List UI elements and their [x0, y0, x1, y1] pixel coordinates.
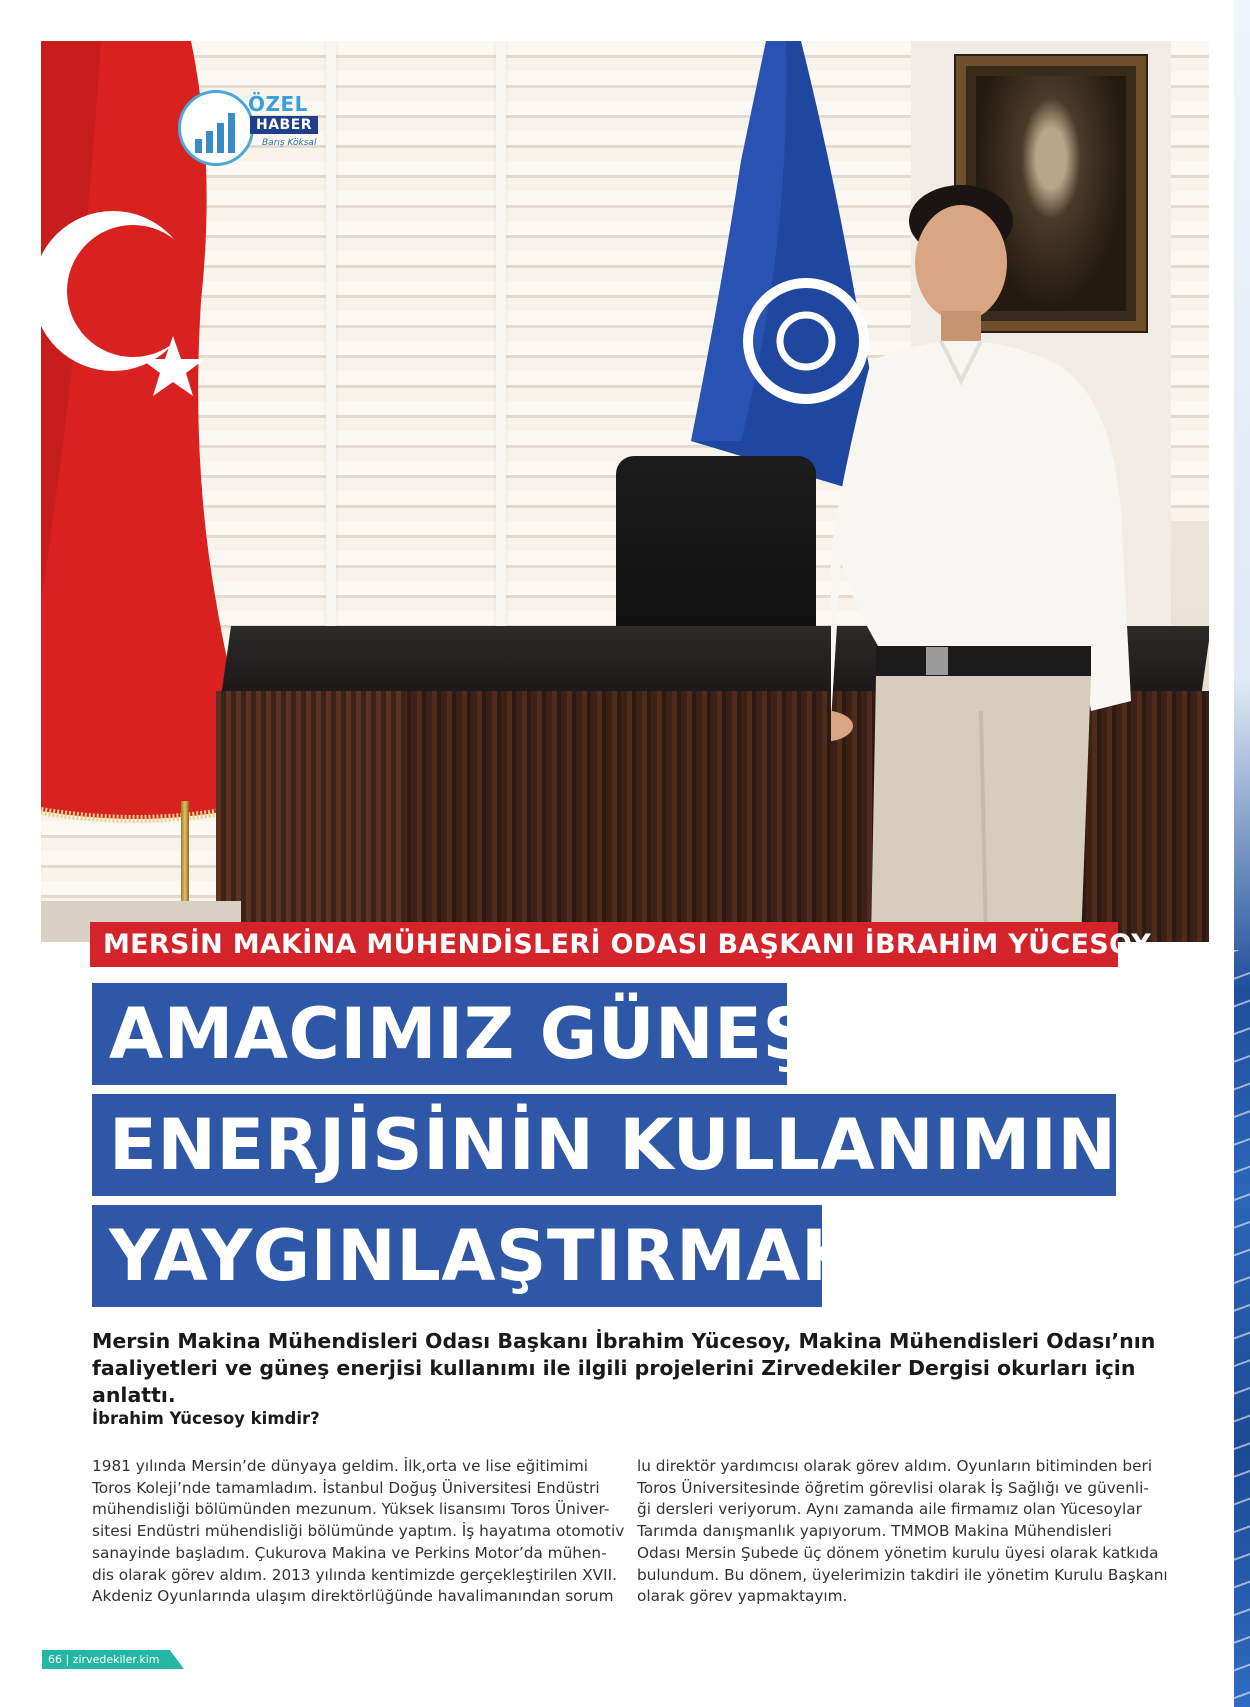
headline-line-3: YAYGINLAŞTIRMAK	[92, 1205, 822, 1307]
body-line: Akdeniz Oyunlarında ulaşım direktörlüğünde havalimanından sorum	[92, 1587, 614, 1606]
badge-word-haber: HABER	[250, 116, 318, 134]
page-footer	[42, 1650, 160, 1669]
headline-line-1: AMACIMIZ GÜNEŞ	[92, 983, 787, 1085]
interview-question: İbrahim Yücesoy kimdir?	[92, 1409, 320, 1428]
body-column-2	[637, 1456, 1168, 1608]
bar-chart-icon	[195, 113, 235, 153]
feature-photo	[41, 41, 1209, 942]
footer-separator: |	[65, 1653, 70, 1666]
body-line: Tarımda danışmanlık yapıyorum. TMMOB Makina Mühendisleri	[637, 1522, 1112, 1541]
body-line: sitesi Endüstri mühendisliği bölümünde yaptım. İş hayatıma otomotiv	[92, 1522, 625, 1541]
body-line: 1981 yılında Mersin’de dünyaya geldim. İlk,orta ve lise eğitimimi	[92, 1457, 589, 1475]
page-number: 66	[48, 1653, 62, 1666]
article-lead: Mersin Makina Mühendisleri Odası Başkanı İbrahim Yücesoy, Makina Mühendisleri Odası’nın faaliyetleri ve güneş enerjisi kullanımı ile ilgili projelerini Zirvedekiler Dergisi okurları için anlattı.	[92, 1329, 1156, 1407]
body-line: lu direktör yardımcısı olarak görev aldım. Oyunların bitiminden beri	[637, 1457, 1153, 1475]
body-line: Toros Koleji’nde tamamladım. İstanbul Doğuş Üniversitesi Endüstri	[92, 1478, 600, 1497]
body-line: Odası Mersin Şubede üç dönem yönetim kurulu üyesi olarak katkıda	[637, 1543, 1159, 1562]
footer-site-link[interactable]: zirvedekiler.kim	[72, 1653, 160, 1666]
body-line: Toros Üniversitesinde öğretim görevlisi olarak İş Sağlığı ve güvenli-	[637, 1478, 1149, 1497]
body-line: dis olarak görev aldım. 2013 yılında kentimizde gerçekleştirilen XVII.	[92, 1565, 618, 1584]
edge-decoration-strip	[1234, 0, 1250, 1707]
body-column-1	[92, 1456, 625, 1608]
body-line: bulundum. Bu dönem, üyelerimizin takdiri ile yönetim Kurulu Başkanı	[637, 1565, 1168, 1584]
badge-signature: Barış Köksal	[262, 138, 317, 148]
body-line: sanayinde başladım. Çukurova Makina ve Perkins Motor’da mühen-	[92, 1543, 607, 1562]
headline-line-2: ENERJİSİNİN KULLANIMINI	[92, 1094, 1116, 1196]
badge-word-ozel: ÖZEL	[248, 92, 308, 116]
special-news-badge	[178, 90, 328, 170]
body-line: ği dersleri veriyorum. Aynı zamanda aile firmamız olan Yücesoylar	[637, 1500, 1142, 1519]
portrait-subject	[831, 181, 1151, 942]
article-kicker: MERSİN MAKİNA MÜHENDİSLERİ ODASI BAŞKANI İBRAHİM YÜCESOY	[90, 922, 1118, 967]
body-line: mühendisliği bölümünden mezunum. Yüksek lisansımı Toros Üniver-	[92, 1500, 610, 1519]
body-line: olarak görev yapmaktayım.	[637, 1587, 848, 1606]
badge-emblem	[178, 90, 254, 166]
